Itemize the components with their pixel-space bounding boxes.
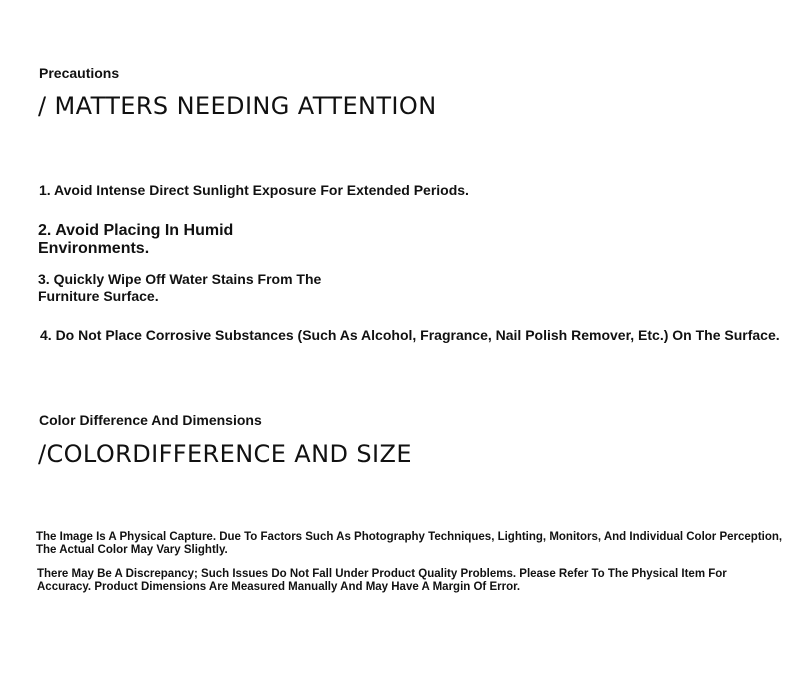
color-note-2-line1: There May Be A Discrepancy; Such Issues Do Not Fall Under Product Quality Problems. Please Refer To The Physical Item For <box>37 568 727 580</box>
precaution-item-2-line1: 2. Avoid Placing In Humid <box>38 222 234 239</box>
color-size-label: Color Difference And Dimensions <box>39 412 262 428</box>
precaution-item-3 <box>38 271 321 305</box>
precautions-heading: / MATTERS NEEDING ATTENTION <box>38 92 437 120</box>
color-size-heading: /COLORDIFFERENCE AND SIZE <box>38 440 412 468</box>
color-note-1-line1: The Image Is A Physical Capture. Due To Factors Such As Photography Techniques, Lighting, Monitors, And Individual Color Perception, <box>36 531 783 543</box>
precaution-item-4 <box>40 327 780 344</box>
precaution-item-3-line2: Furniture Surface. <box>38 288 159 304</box>
color-note-paragraph-2 <box>37 568 727 594</box>
precaution-item-1-text: 1. Avoid Intense Direct Sunlight Exposure For Extended Periods. <box>39 182 469 198</box>
color-note-1-line2: The Actual Color May Vary Slightly. <box>36 544 228 556</box>
precaution-item-2-line2: Environments. <box>38 240 150 257</box>
precaution-item-4-text: 4. Do Not Place Corrosive Substances (Such As Alcohol, Fragrance, Nail Polish Remover, Etc.) On The Surface. <box>40 327 780 343</box>
color-note-paragraph-1 <box>36 531 782 557</box>
precaution-item-1 <box>39 182 469 199</box>
precautions-label: Precautions <box>39 65 120 81</box>
precaution-item-3-line1: 3. Quickly Wipe Off Water Stains From The <box>38 271 322 287</box>
precaution-item-2 <box>38 222 233 258</box>
color-note-2-line2: Accuracy. Product Dimensions Are Measured Manually And May Have A Margin Of Error. <box>37 581 521 593</box>
